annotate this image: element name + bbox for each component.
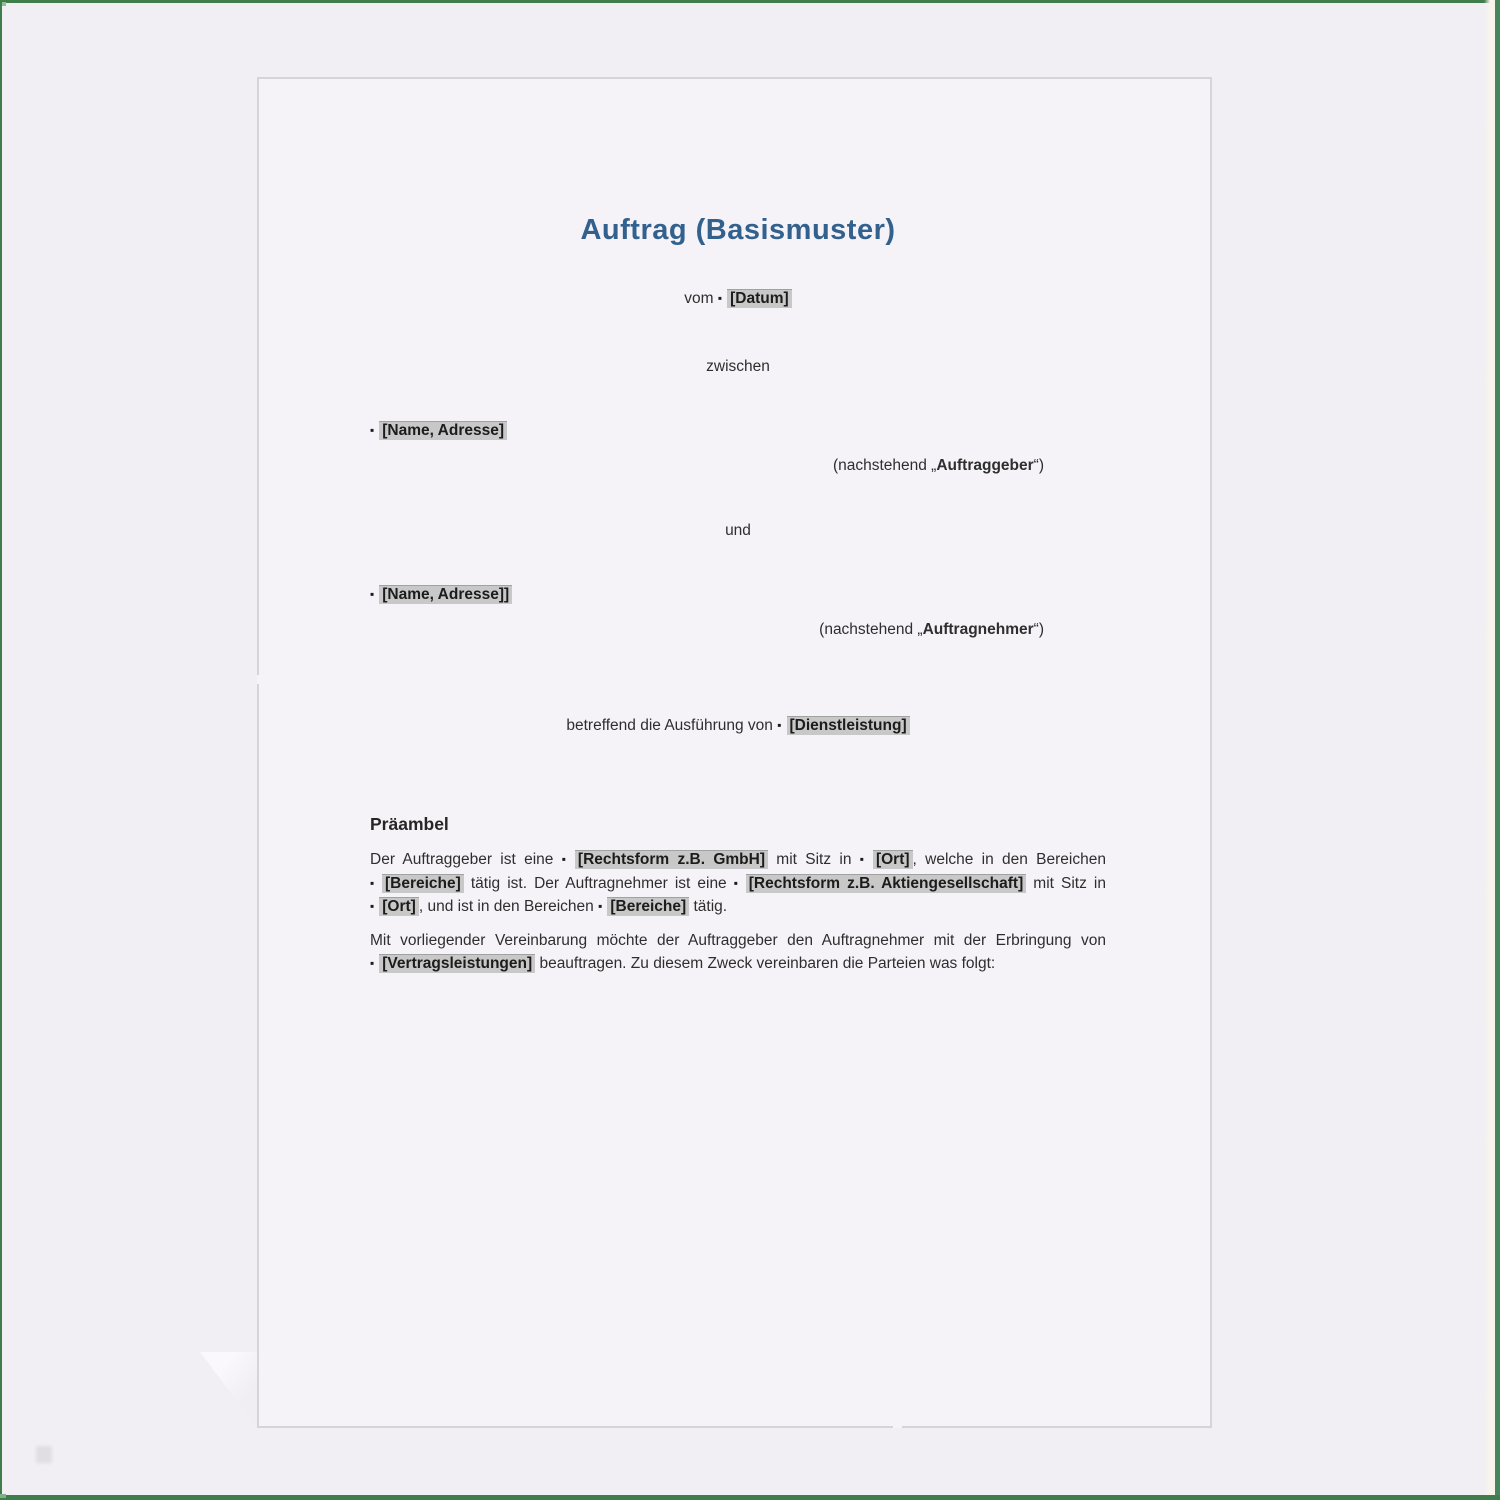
bold-text: Auftraggeber: [936, 457, 1034, 474]
text-run: betreffend die Ausführung von: [566, 717, 778, 734]
placeholder-token: [Ort]: [873, 850, 913, 869]
text-run: , welche in den Bereichen: [912, 851, 1111, 868]
frame-border-right: [1495, 0, 1500, 1500]
preamble-heading: Präambel: [370, 814, 449, 834]
text-run: tätig ist. Der Auftragnehmer ist eine: [463, 874, 734, 892]
placeholder-token: [Dienstleistung]: [787, 716, 910, 735]
frame-inner-strip-right: [1484, 0, 1495, 1500]
frame-border-bottom: [0, 1495, 1500, 1500]
square-bullet-icon: ▪: [370, 899, 375, 913]
square-bullet-icon: ▪: [777, 718, 782, 732]
placeholder-token: [Ort]: [379, 897, 419, 916]
text-run: (nachstehend „: [832, 457, 937, 474]
subject-line: [370, 714, 1106, 737]
page-border-gap-bottom: [893, 1426, 902, 1428]
text-run: mit Sitz in: [768, 851, 860, 868]
frame-corner-highlight: [2, 2, 6, 6]
party1-name-placeholder: [370, 419, 1106, 442]
placeholder-token: [Datum]: [727, 289, 792, 308]
preamble-paragraph-1: [370, 848, 1111, 919]
frame-border-top: [0, 0, 1500, 3]
text-run: beauftragen. Zu diesem Zweck vereinbaren die Parteien was folgt:: [535, 955, 996, 972]
frame-border-left: [0, 0, 2, 1500]
party1-note: [370, 455, 1106, 477]
placeholder-token: [Rechtsform z.B. GmbH]: [575, 850, 768, 869]
text-run: tätig.: [689, 898, 728, 915]
square-bullet-icon: ▪: [859, 852, 868, 866]
page-curl-shadow: [200, 1352, 257, 1428]
placeholder-token: [Vertragsleistungen]: [379, 954, 535, 973]
text-run: “): [1033, 621, 1044, 638]
party2-note: [370, 619, 1106, 641]
placeholder-token: [Name, Adresse]]: [379, 585, 512, 604]
preamble-paragraph-2: [370, 930, 1111, 976]
placeholder-token: [Bereiche]: [382, 874, 464, 893]
page-border-gap-left: [257, 675, 259, 684]
party2-name-placeholder: [370, 583, 1106, 606]
placeholder-token: [Name, Adresse]: [379, 421, 507, 440]
text-run: vom: [684, 290, 718, 307]
square-bullet-icon: ▪: [561, 852, 570, 866]
text-run: (nachstehend „: [819, 621, 923, 638]
square-bullet-icon: ▪: [370, 423, 375, 437]
bold-text: Auftragnehmer: [922, 621, 1034, 638]
smudge-mark: [36, 1446, 52, 1463]
text-run: , und ist in den Bereichen: [418, 898, 599, 915]
square-bullet-icon: ▪: [370, 875, 377, 890]
date-line: [370, 287, 1106, 310]
square-bullet-icon: ▪: [370, 587, 375, 601]
document-page: [257, 77, 1212, 1428]
frame-corner-highlight-bottom: [0, 1494, 6, 1498]
placeholder-token: [Rechtsform z.B. Aktiengesellschaft]: [746, 874, 1027, 893]
document-title: Auftrag (Basismuster): [580, 214, 896, 246]
square-bullet-icon: ▪: [733, 875, 741, 890]
text-run: mit Sitz in: [1026, 874, 1111, 892]
square-bullet-icon: ▪: [717, 291, 723, 305]
placeholder-token: [Bereiche]: [607, 897, 689, 916]
text-run: Mit vorliegender Vereinbarung möchte der Auftraggeber den Auftragnehmer mit der Erbringung von: [370, 931, 1111, 949]
square-bullet-icon: ▪: [598, 899, 603, 913]
text-run: “): [1033, 457, 1044, 474]
square-bullet-icon: ▪: [370, 956, 375, 970]
document-content: [259, 213, 1210, 976]
und-label: und: [725, 522, 751, 539]
zwischen-label: zwischen: [706, 358, 770, 375]
text-run: Der Auftraggeber ist eine: [370, 851, 562, 868]
